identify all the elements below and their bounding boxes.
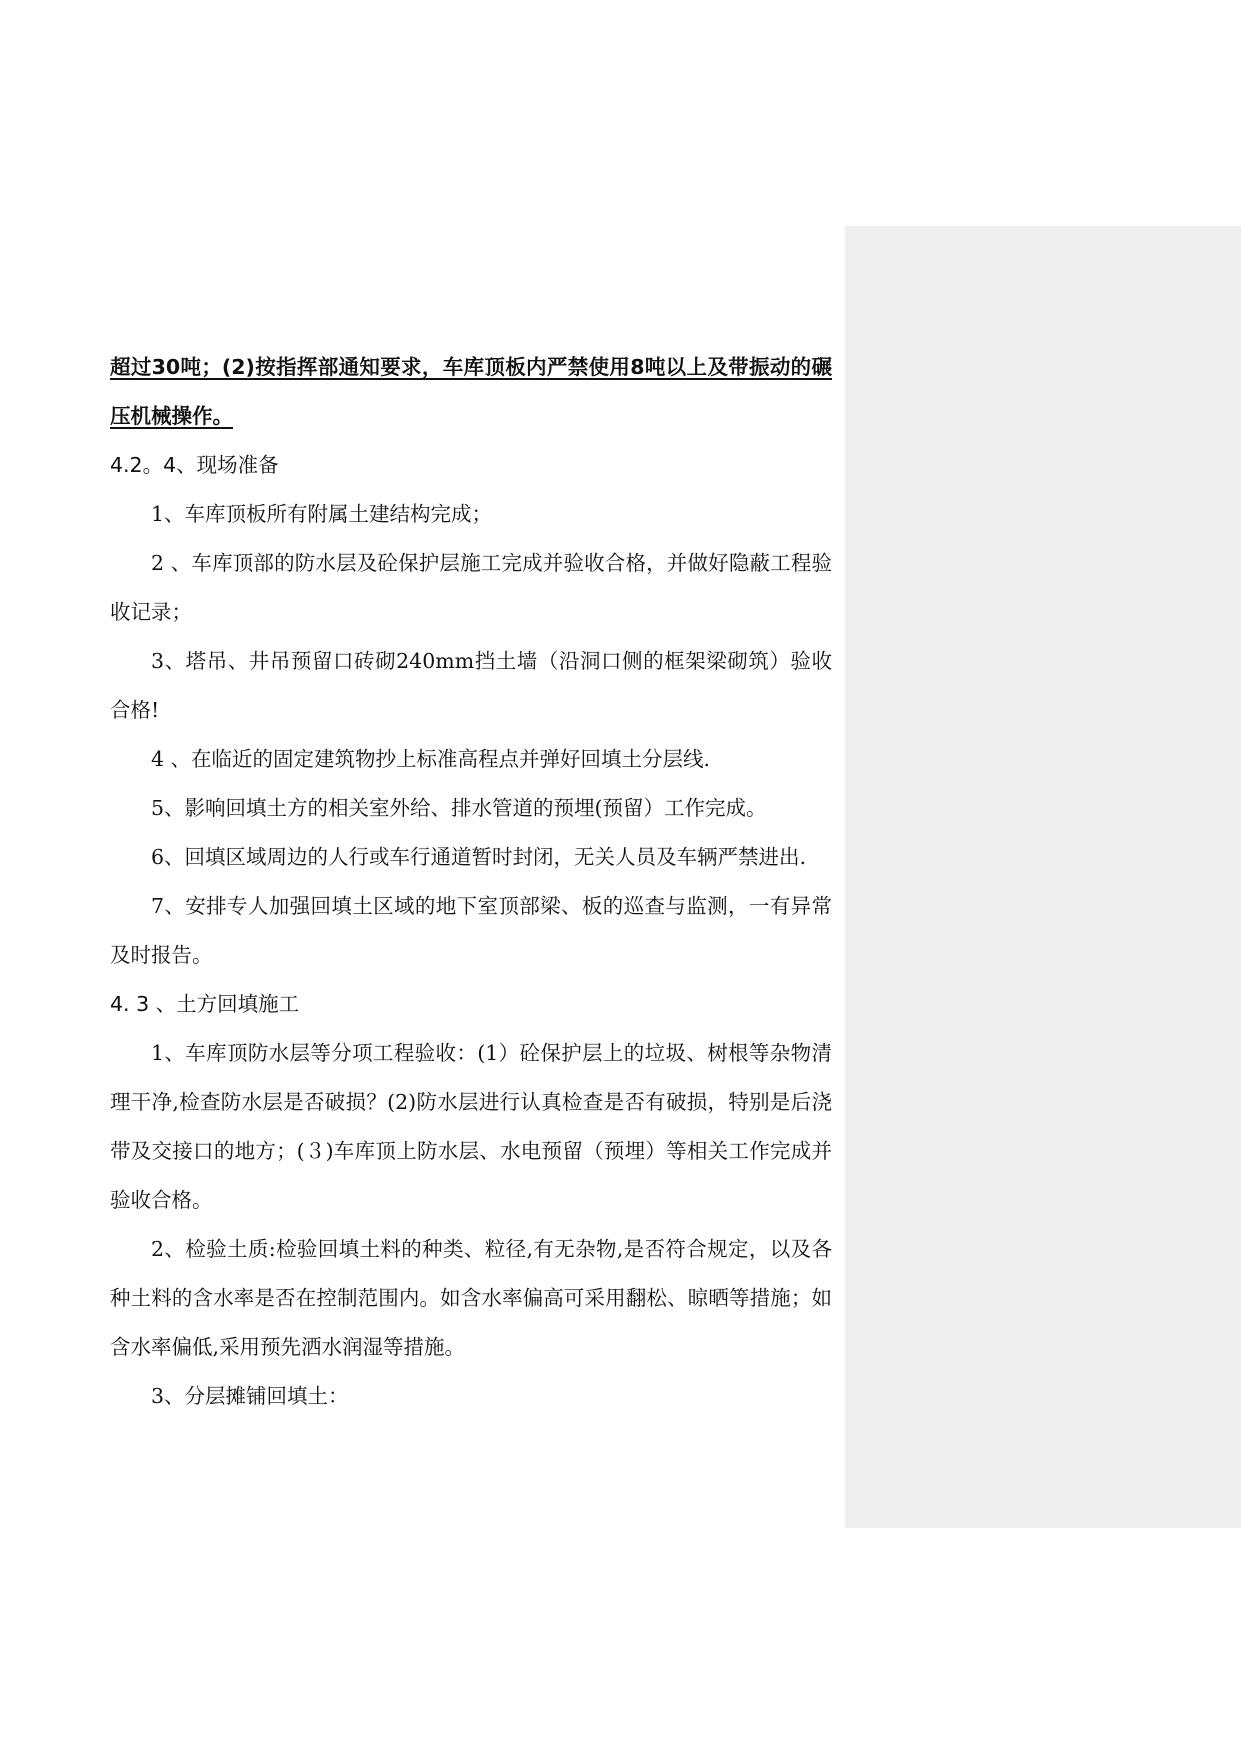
list-item-5: 5、影响回填土方的相关室外给、排水管道的预埋(预留）工作完成。 [151, 796, 767, 820]
backfill-step-1: 1、车库顶防水层等分项工程验收：(1）砼保护层上的垃圾、树根等杂物清理干净,检查防水层是否破损？(2)防水层进行认真检查是否有破损，特别是后浇带及交接口的地方；(３)车库顶上防水层、水电预留（预埋）等相关工作完成并验收合格。 [110, 1041, 832, 1212]
comment-margin-pane [845, 226, 1241, 1528]
list-item-4: 4 、在临近的固定建筑物抄上标准高程点并弹好回填土分层线. [151, 747, 711, 771]
list-item-6: 6、回填区域周边的人行或车行通道暂时封闭，无关人员及车辆严禁进出. [151, 845, 807, 869]
paragraph-load-limit: 超过30吨；(2)按指挥部通知要求，车库顶板内严禁使用8吨以上及带振动的碾压机械操作。 [110, 355, 832, 428]
list-item-7: 7、安排专人加强回填土区域的地下室顶部梁、板的巡查与监测，一有异常及时报告。 [110, 894, 832, 967]
list-item-3: 3、塔吊、井吊预留口砖砌240mm挡土墙（沿洞口侧的框架梁砌筑）验收合格! [110, 649, 832, 722]
backfill-step-3: 3、分层摊铺回填土： [151, 1384, 349, 1408]
backfill-step-2: 2、检验土质:检验回填土料的种类、粒径,有无杂物,是否符合规定，以及各种土料的含水率是否在控制范围内。如含水率偏高可采用翻松、晾晒等措施；如含水率偏低,采用预先洒水润湿等措施。 [110, 1237, 832, 1359]
list-item-1: 1、车库顶板所有附属土建结构完成； [151, 502, 493, 526]
list-item-2: 2 、车库顶部的防水层及砼保护层施工完成并验收合格，并做好隐蔽工程验收记录； [110, 551, 832, 624]
section-heading-site-preparation: 4.2。4、现场准备 [110, 453, 279, 477]
document-body [110, 343, 832, 1421]
section-heading-backfill: 4. 3 、土方回填施工 [110, 992, 300, 1016]
